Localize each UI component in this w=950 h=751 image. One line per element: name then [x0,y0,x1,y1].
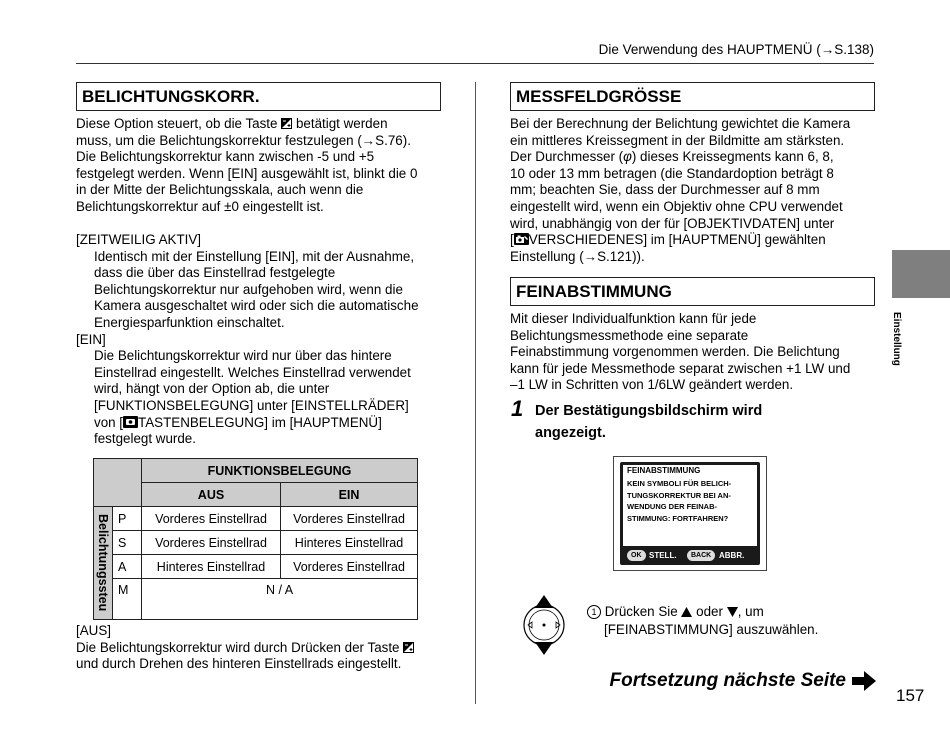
up-arrow-icon [681,607,692,617]
ein-label: [EIN] [76,331,106,347]
mess-line: VERSCHIEDENES] im [HAUPTMENÜ] gewählten [528,232,826,248]
zeitweilig-line: Identisch mit der Einstellung [EIN], mit der Ausnahme, [94,248,415,264]
fein-line: kann für jede Messmethode separat zwischen +1 LW und [510,360,851,376]
fein-line: –1 LW in Schritten von 1/6LW geändert werden. [510,377,794,393]
mode-cell: P [113,507,142,531]
mess-line: eingestellt wird, wenn ein Objektiv ohne CPU verwendet [510,198,843,214]
ein-line: festgelegt wurde. [94,431,196,447]
mess-line: mm; beachten Sie, dass der Durchmesser auf 8 mm [510,182,820,198]
mode-cell: A [113,555,142,579]
ein-cell: Vorderes Einstellrad [281,507,418,531]
back-key-icon: BACK [687,550,715,561]
zeitweilig-line: Energiesparfunktion einschaltet. [94,314,285,330]
lcd-title: FEINABSTIMMUNG [623,465,757,476]
messfeldgroesse-text [510,116,880,265]
table-row [94,531,418,555]
column-divider [475,82,476,704]
step-line: Der Bestätigungsbildschirm wird [535,403,763,419]
fein-line: Mit dieser Individualfunktion kann für jede [510,311,757,326]
ein-line: TASTENBELEGUNG] im [HAUPTMENÜ] [138,414,382,430]
mess-line: [ [510,232,514,248]
intro-line: betätigt werden [295,116,388,131]
step-number: 1 [511,396,524,421]
intro-line: Die Belichtungskorrektur kann zwischen -5 und +5 [76,149,375,165]
aus-line: Die Belichtungskorrektur wird durch Drücken der Taste [76,639,400,655]
na-cell: N / A [142,579,418,620]
zeitweilig-line: Kamera ausgeschaltet wird oder sich die automatische [94,298,419,314]
lcd-line: WENDUNG DER FEINAB- [627,502,717,511]
feinabstimmung-title: FEINABSTIMMUNG [510,277,875,306]
lcd-footer [623,550,757,562]
mess-line: Bei der Berechnung der Belichtung gewichtet die Kamera [510,116,851,131]
diameter-symbol: φ [623,149,632,165]
continue-note [610,670,877,692]
mess-line: ein mittleres Kreissegment in der Bildmitte am stärksten. [510,132,845,148]
exposure-compensation-icon [403,642,414,653]
page-number: 157 [896,686,925,705]
aus-cell: Vorderes Einstellrad [142,507,281,531]
fein-line: Feinabstimmung vorgenommen werden. Die Belichtung [510,344,840,360]
ein-line: [FUNKTIONSBELEGUNG] unter [EINSTELLRÄDER] [94,397,409,413]
lcd-line: STIMMUNG: FORTFAHREN? [627,513,729,523]
intro-line: Belichtungskorrektur auf ±0 eingestellt ist. [76,198,324,214]
table-header-funktionsbelegung: FUNKTIONSBELEGUNG [142,459,418,483]
custom-menu-icon [123,416,138,428]
instruction-text: [FEINABSTIMMUNG] auszuwählen. [604,622,819,637]
ein-line: von [ [94,414,124,430]
mess-line: ) dieses Kreissegments kann 6, 8, [631,149,834,165]
back-label: ABBR. [719,551,745,560]
mess-line: Einstellung (→S.121)). [510,248,645,264]
circled-number: 1 [587,605,601,619]
zeitweilig-label: [ZEITWEILIG AKTIV] [76,232,202,247]
instruction-text: , um [737,604,764,619]
continue-text: Fortsetzung nächste Seite [609,670,846,691]
aus-line: und durch Drehen des hinteren Einstellrads eingestellt. [76,656,402,672]
intro-line: muss, um die Belichtungskorrektur festzulegen (→S.76). [76,132,411,148]
zeitweilig-line: dass die über das Einstellrad festgelegte [94,265,336,281]
intro-line: Diese Option steuert, ob die Taste [76,116,278,131]
aus-label: [AUS] [76,623,111,638]
aus-cell: Hinteres Einstellrad [142,555,281,579]
lcd-message [623,476,757,546]
down-arrow-icon [727,607,738,617]
ein-line: Die Belichtungskorrektur wird nur über das hintere [94,348,392,364]
side-tab-label: Einstellung [891,312,902,366]
messfeldgroesse-title: MESSFELDGRÖSSE [510,82,875,111]
fein-line: Belichtungsmessmethode eine separate [510,327,749,343]
instruction [587,603,818,639]
table-row [94,579,418,620]
lcd-screenshot [613,456,767,571]
exposure-compensation-icon [281,118,292,129]
feinabstimmung-text [510,311,880,394]
table-header-ein: EIN [281,483,418,507]
mode-cell: S [113,531,142,555]
table-corner [94,459,142,507]
ein-cell: Hinteres Einstellrad [281,531,418,555]
right-arrow-icon [852,671,876,691]
ein-line: wird, hängt von der Option ab, die unter [94,381,330,397]
belichtungskorr-intro [76,116,446,216]
ok-label: STELL. [649,551,677,560]
ok-key-icon: OK [627,550,646,561]
table-row [94,555,418,579]
mess-line: Der Durchmesser ( [510,149,624,165]
funktionsbelegung-table [93,458,418,620]
instruction-text: oder [696,604,723,619]
table-header-aus: AUS [142,483,281,507]
ein-cell: Vorderes Einstellrad [281,555,418,579]
step-text [535,400,835,444]
page-header: Die Verwendung des HAUPTMENÜ (→S.138) [598,42,874,57]
ein-line: Einstellrad eingestellt. Welches Einstellrad verwendet [94,364,411,380]
mess-line: 10 oder 13 mm betragen (die Standardoption beträgt 8 [510,165,834,181]
camera-wrench-icon [514,233,529,245]
zeitweilig-block [76,232,456,448]
aus-cell: Vorderes Einstellrad [142,531,281,555]
lcd-screen [620,462,760,565]
aus-block [76,623,456,673]
row-header-belichtungssteu [94,507,113,620]
step-line: angezeigt. [535,425,606,441]
row-header-text: Belichtungssteu [96,514,110,612]
intro-line: festgelegt werden. Wenn [EIN] ausgewählt ist, blinkt die 0 [76,165,418,181]
table-row [94,507,418,531]
lcd-line: TUNGSKORREKTUR BEI AN- [627,490,731,500]
lcd-line: KEIN SYMBOLI FÜR BELICH- [627,479,732,488]
header-rule [76,63,874,64]
instruction-text: Drücken Sie [604,604,678,619]
side-tab [892,250,950,298]
zeitweilig-line: Belichtungskorrektur nur aufgehoben wird, wenn die [94,281,403,297]
belichtungskorr-title: BELICHTUNGSKORR. [76,82,441,111]
multi-selector-icon [520,594,568,656]
mode-cell: M [113,579,142,620]
mess-line: wird, unabhängig von der für [OBJEKTIVDATEN] unter [510,215,835,231]
intro-line: in der Mitte der Belichtungsskala, auch wenn die [76,182,364,198]
